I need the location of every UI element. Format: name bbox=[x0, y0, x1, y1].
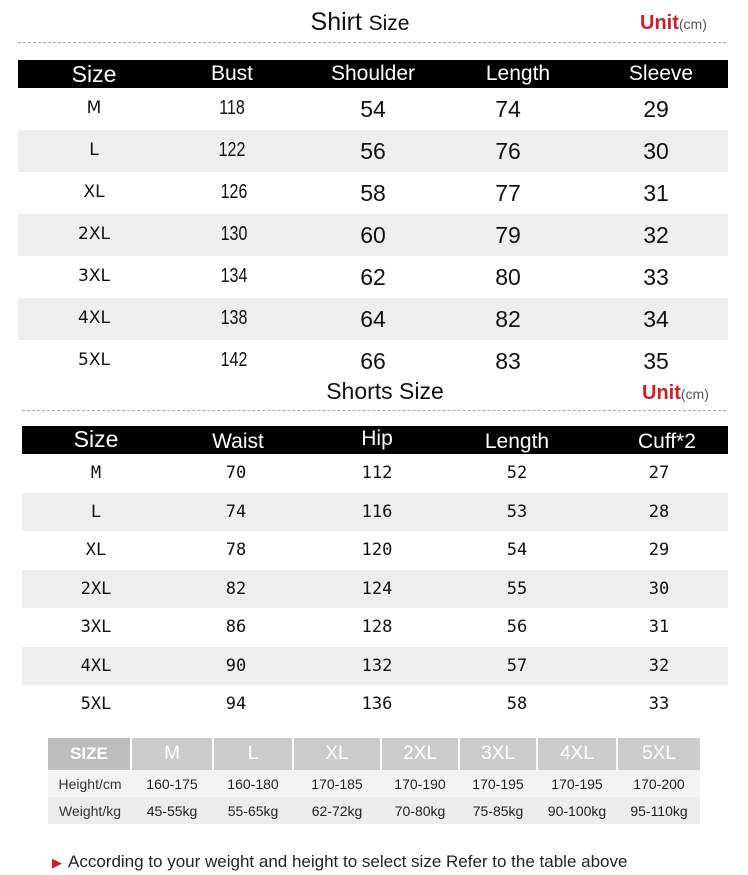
shoulder-cell: 54 bbox=[360, 96, 386, 122]
weight-cell: 90-100kg bbox=[547, 803, 607, 819]
triangle-arrow-icon: ▶ bbox=[52, 855, 62, 870]
shoulder-cell: 66 bbox=[360, 348, 386, 374]
cuff-cell: 31 bbox=[648, 617, 670, 637]
length-cell: 52 bbox=[506, 463, 528, 483]
cuff-cell: 33 bbox=[648, 694, 670, 714]
ref-header-5xl: 5XL bbox=[618, 738, 700, 770]
bust-cell: 122 bbox=[218, 139, 246, 161]
length-cell: 56 bbox=[506, 617, 528, 637]
cuff-cell: 28 bbox=[648, 501, 670, 522]
cuff-cell: 30 bbox=[648, 578, 670, 599]
bust-cell: 134 bbox=[220, 265, 248, 287]
size-cell: 3XL bbox=[78, 266, 110, 286]
waist-cell: 82 bbox=[225, 578, 247, 599]
table-row bbox=[18, 88, 728, 130]
length-cell: 80 bbox=[495, 264, 521, 290]
header-cuff: Cuff*2 bbox=[638, 430, 696, 453]
header-shoulder: Shoulder bbox=[330, 62, 416, 85]
shirt-title-word: Shirt bbox=[310, 8, 362, 36]
hip-cell: 120 bbox=[361, 540, 393, 560]
cuff-cell: 32 bbox=[648, 655, 670, 676]
reference-header bbox=[48, 738, 700, 770]
weight-cell: 75-85kg bbox=[472, 803, 524, 819]
shirt-size-title bbox=[260, 8, 460, 37]
shirt-title-size-word: Size bbox=[368, 12, 410, 35]
waist-cell: 94 bbox=[225, 694, 247, 714]
hip-cell: 132 bbox=[361, 655, 393, 676]
cuff-cell: 27 bbox=[648, 463, 670, 483]
size-cell: M bbox=[90, 463, 102, 483]
height-weight-reference-table bbox=[48, 738, 700, 824]
weight-cell: 55-65kg bbox=[227, 803, 279, 819]
table-row bbox=[22, 647, 728, 686]
ref-header-2xl: 2XL bbox=[382, 738, 458, 770]
shorts-unit-label bbox=[642, 382, 709, 405]
waist-cell: 74 bbox=[225, 501, 247, 522]
weight-cell: 62-72kg bbox=[311, 803, 363, 819]
shorts-unit-suffix: (cm) bbox=[680, 386, 709, 402]
sleeve-cell: 33 bbox=[643, 264, 669, 290]
length-cell: 79 bbox=[495, 222, 521, 248]
height-cell: 170-195 bbox=[472, 776, 524, 792]
table-row bbox=[22, 454, 728, 493]
shoulder-cell: 58 bbox=[360, 180, 386, 206]
shorts-divider bbox=[22, 410, 726, 411]
shoulder-cell: 64 bbox=[360, 306, 386, 332]
size-cell: 4XL bbox=[78, 308, 110, 328]
size-cell: XL bbox=[83, 182, 105, 202]
table-row bbox=[18, 214, 728, 256]
length-cell: 54 bbox=[506, 540, 528, 560]
hip-cell: 116 bbox=[361, 501, 393, 522]
size-cell: L bbox=[90, 501, 102, 522]
table-row bbox=[18, 340, 728, 382]
table-row bbox=[22, 570, 728, 609]
bust-cell: 142 bbox=[220, 349, 248, 371]
header-size: Size bbox=[71, 61, 117, 87]
weight-cell: 95-110kg bbox=[630, 803, 688, 819]
length-cell: 57 bbox=[506, 655, 528, 676]
length-cell: 82 bbox=[495, 306, 521, 332]
ref-header-l: L bbox=[214, 738, 292, 770]
waist-cell: 90 bbox=[225, 655, 247, 676]
size-cell: XL bbox=[85, 540, 107, 560]
table-row bbox=[22, 685, 728, 724]
weight-cell: 70-80kg bbox=[394, 803, 446, 819]
header-waist: Waist bbox=[212, 430, 264, 453]
header-length: Length bbox=[485, 62, 551, 85]
ref-header-size: SIZE bbox=[48, 738, 130, 770]
shoulder-cell: 62 bbox=[360, 264, 386, 290]
reference-weight-row bbox=[48, 797, 700, 824]
sleeve-cell: 32 bbox=[643, 222, 669, 248]
cuff-cell: 29 bbox=[648, 540, 670, 560]
shirt-unit-suffix: (cm) bbox=[678, 16, 707, 32]
height-cell: 170-190 bbox=[394, 776, 446, 792]
hip-cell: 128 bbox=[361, 617, 393, 637]
table-row bbox=[18, 298, 728, 340]
sleeve-cell: 34 bbox=[643, 306, 669, 332]
ref-header-m: M bbox=[132, 738, 212, 770]
ref-header-xl: XL bbox=[294, 738, 380, 770]
bust-cell: 138 bbox=[220, 307, 248, 329]
bust-cell: 130 bbox=[220, 223, 248, 245]
sleeve-cell: 30 bbox=[643, 138, 669, 164]
shirt-unit-text: Unit bbox=[640, 12, 679, 34]
height-cell: 170-195 bbox=[551, 776, 603, 792]
shorts-size-title: Shorts Size bbox=[326, 378, 444, 404]
length-cell: 55 bbox=[506, 578, 528, 599]
shirt-divider bbox=[18, 42, 726, 43]
table-row bbox=[18, 256, 728, 298]
length-cell: 74 bbox=[495, 96, 521, 122]
size-cell: M bbox=[86, 98, 102, 118]
size-selection-note bbox=[52, 852, 627, 872]
weight-label: Weight/kg bbox=[59, 803, 121, 819]
size-cell: L bbox=[89, 140, 99, 160]
header-bust: Bust bbox=[210, 62, 254, 85]
sleeve-cell: 35 bbox=[643, 348, 669, 374]
note-text: According to your weight and height to select size Refer to the table above bbox=[68, 852, 628, 871]
bust-cell: 118 bbox=[219, 97, 245, 119]
hip-cell: 124 bbox=[361, 578, 393, 599]
table-row bbox=[18, 130, 728, 172]
bust-cell: 126 bbox=[220, 181, 248, 203]
hip-cell: 136 bbox=[361, 694, 393, 714]
ref-header-3xl: 3XL bbox=[460, 738, 536, 770]
shirt-table-header bbox=[18, 60, 728, 88]
height-cell: 170-185 bbox=[311, 776, 363, 792]
table-row bbox=[22, 531, 728, 570]
table-row bbox=[18, 172, 728, 214]
shorts-table-header bbox=[22, 426, 728, 454]
size-cell: 5XL bbox=[78, 350, 110, 370]
shoulder-cell: 60 bbox=[360, 222, 386, 248]
shirt-size-table bbox=[18, 60, 728, 382]
shoulder-cell: 56 bbox=[360, 138, 386, 164]
weight-cell: 45-55kg bbox=[146, 803, 198, 819]
shorts-unit-text: Unit bbox=[642, 382, 681, 404]
height-cell: 160-180 bbox=[227, 776, 279, 792]
header-hip: Hip bbox=[361, 427, 393, 450]
length-cell: 83 bbox=[495, 348, 521, 374]
hip-cell: 112 bbox=[361, 463, 393, 483]
waist-cell: 70 bbox=[225, 463, 247, 483]
waist-cell: 78 bbox=[225, 540, 247, 560]
size-cell: 2XL bbox=[78, 224, 110, 244]
shorts-size-table bbox=[22, 426, 728, 724]
length-cell: 58 bbox=[506, 694, 528, 714]
size-cell: 4XL bbox=[80, 655, 112, 676]
height-cell: 160-175 bbox=[146, 776, 198, 792]
reference-height-row bbox=[48, 770, 700, 797]
size-cell: 3XL bbox=[80, 617, 112, 637]
length-cell: 76 bbox=[495, 138, 521, 164]
sleeve-cell: 31 bbox=[643, 180, 669, 206]
waist-cell: 86 bbox=[225, 617, 247, 637]
table-row bbox=[22, 608, 728, 647]
size-cell: 2XL bbox=[80, 578, 112, 599]
header-length: Length bbox=[484, 430, 550, 453]
table-row bbox=[22, 493, 728, 532]
height-cell: 170-200 bbox=[633, 776, 685, 792]
length-cell: 77 bbox=[495, 180, 521, 206]
header-sleeve: Sleeve bbox=[628, 62, 694, 85]
shirt-unit-label bbox=[640, 12, 707, 35]
height-label: Height/cm bbox=[58, 776, 122, 792]
length-cell: 53 bbox=[506, 501, 528, 522]
size-cell: 5XL bbox=[80, 694, 112, 714]
ref-header-4xl: 4XL bbox=[538, 738, 616, 770]
sleeve-cell: 29 bbox=[643, 96, 669, 122]
header-size: Size bbox=[73, 426, 119, 452]
